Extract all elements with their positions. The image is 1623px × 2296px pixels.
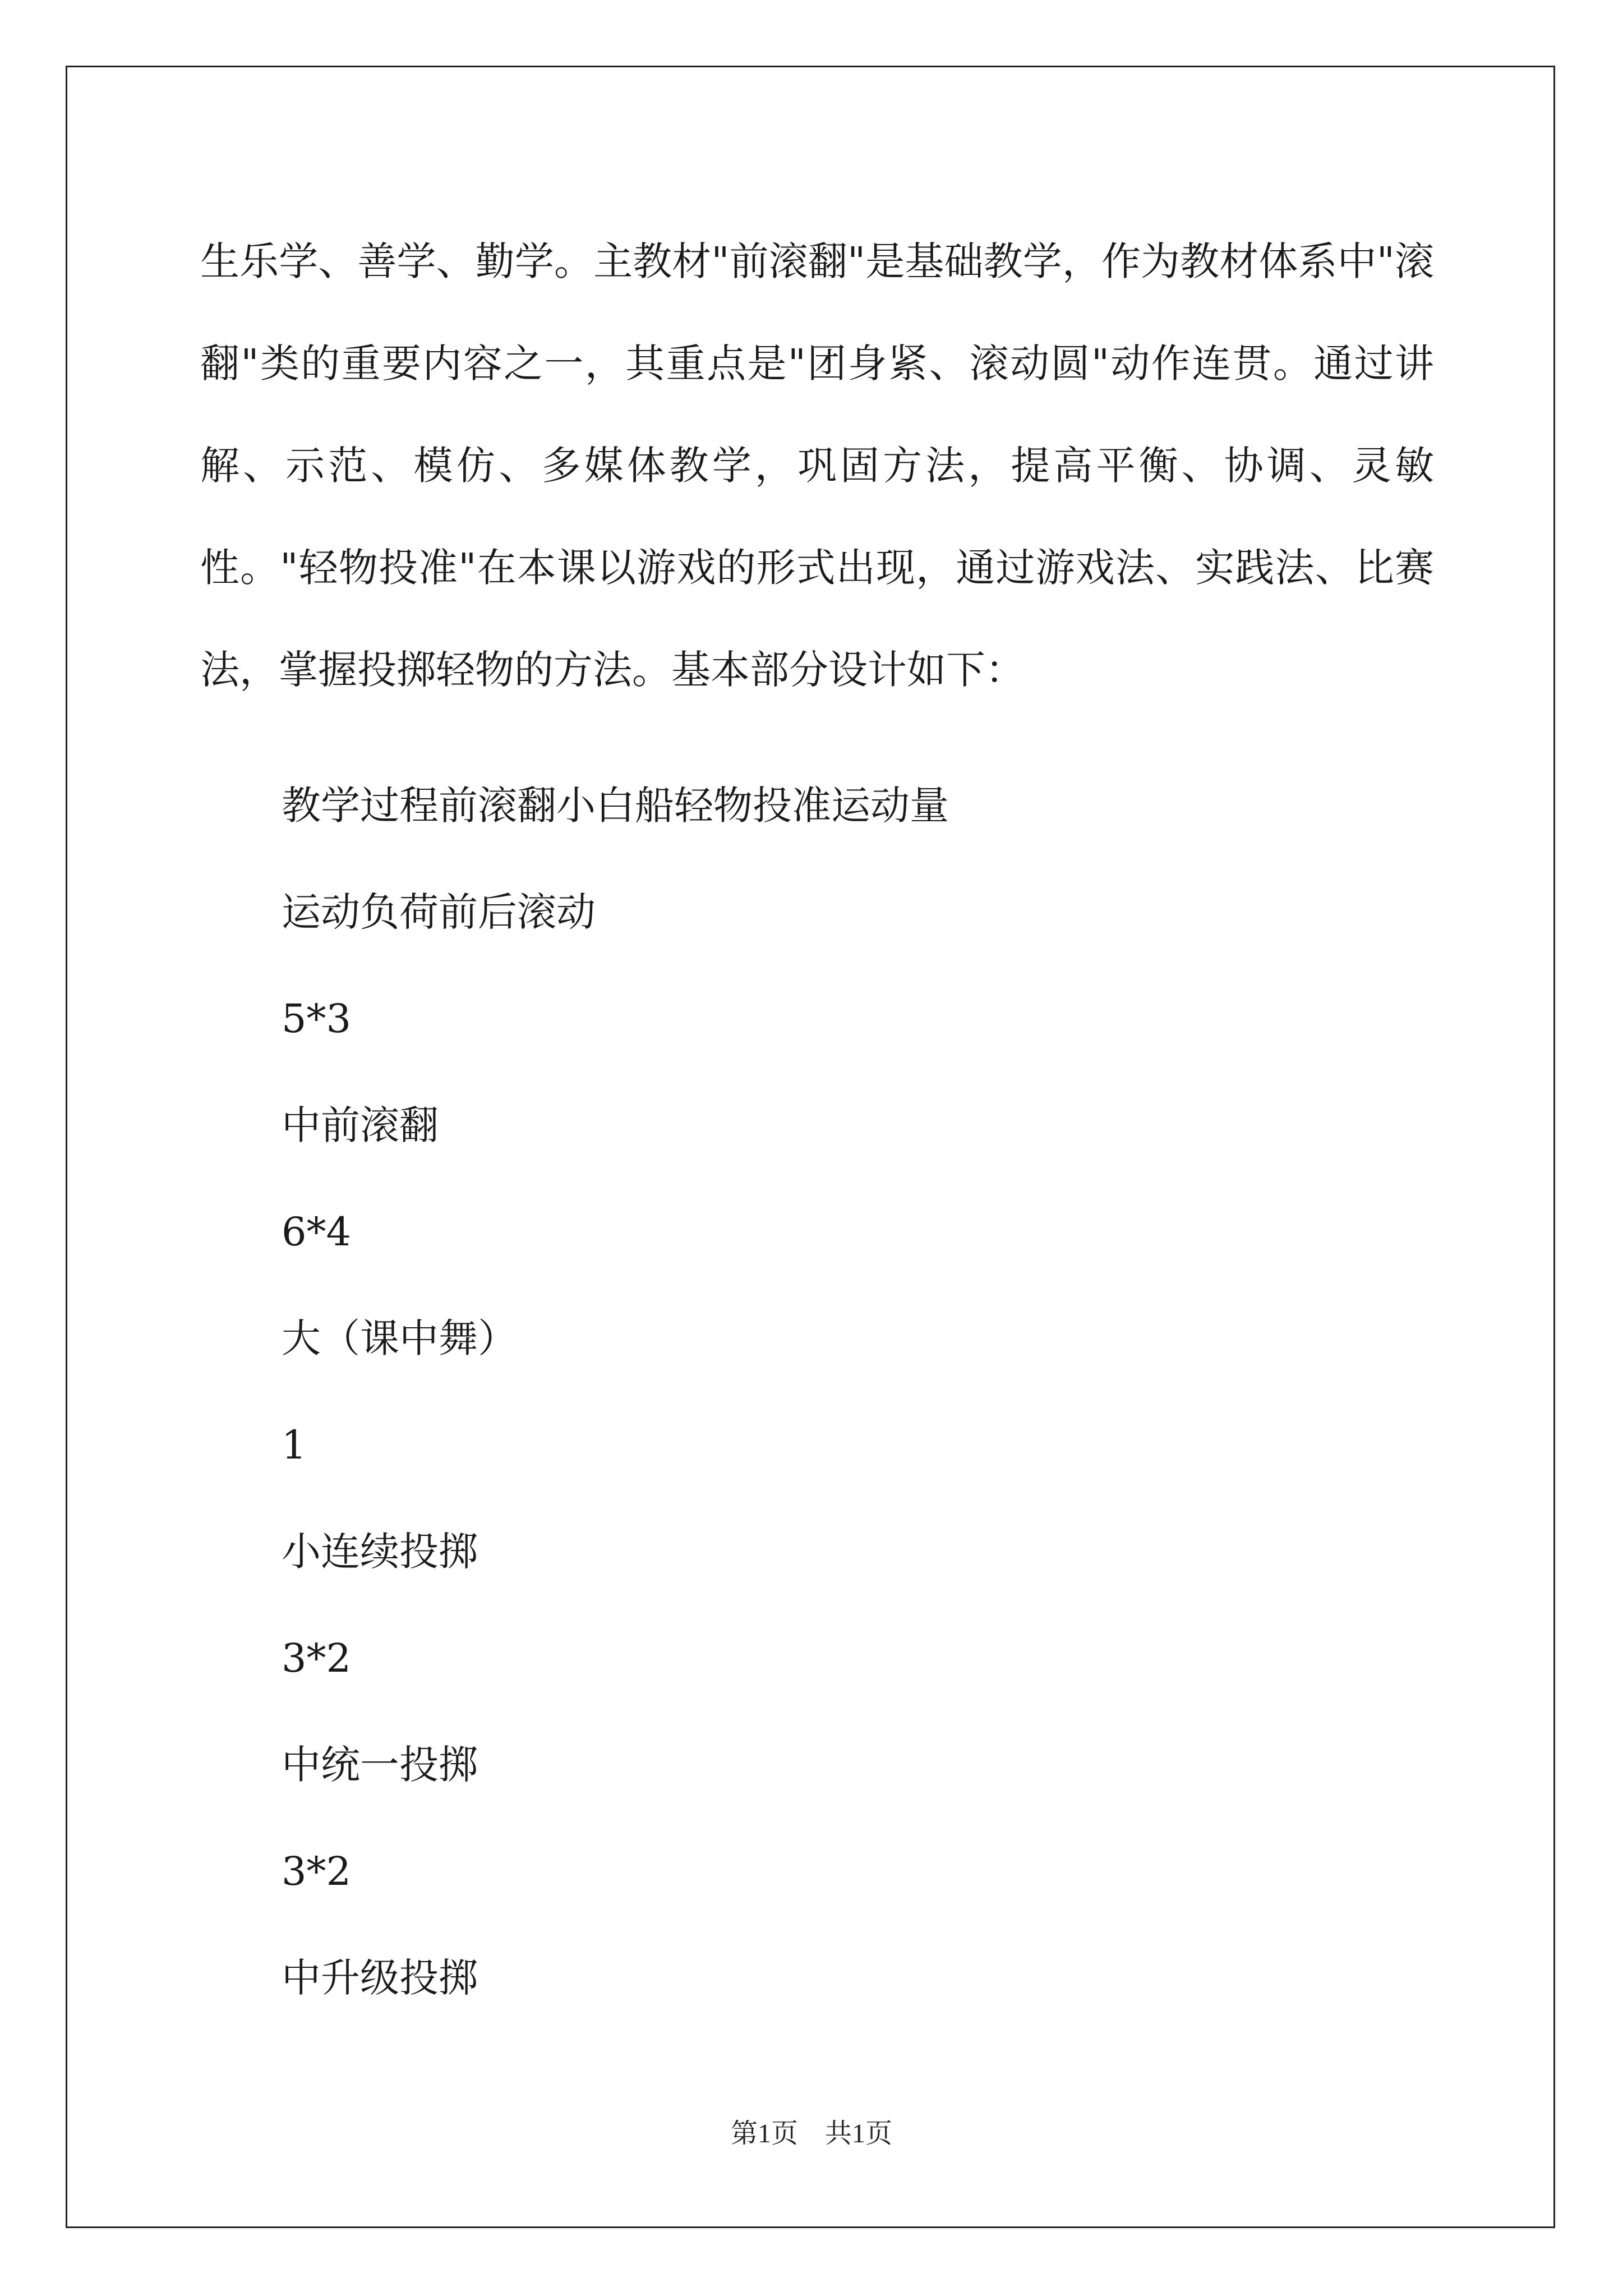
design-line: 6*4	[282, 1209, 352, 1255]
design-line: 中前滚翻	[282, 1102, 439, 1148]
design-line: 3*2	[282, 1635, 352, 1681]
design-line: 中升级投掷	[282, 1955, 478, 2001]
design-line: 大（课中舞）	[282, 1315, 517, 1361]
design-line: 小连续投掷	[282, 1529, 478, 1575]
design-line: 教学过程前滚翻小白船轻物投准运动量	[282, 783, 949, 829]
design-line: 中统一投掷	[282, 1742, 478, 1788]
design-line: 5*3	[282, 996, 352, 1042]
design-line: 1	[282, 1422, 307, 1468]
page-footer: 第1页 共1页	[730, 2119, 892, 2148]
design-line: 3*2	[282, 1848, 352, 1894]
document-body	[200, 210, 1434, 2065]
design-line: 运动负荷前后滚动	[282, 889, 596, 935]
intro-paragraph: 生乐学、善学、勤学。主教材"前滚翻"是基础教学，作为教材体系中"滚翻"类的重要内容之一，其重点是"团身紧、滚动圆"动作连贯。通过讲解、示范、模仿、多媒体教学，巩固方法，提高平衡、协调、灵敏性。"轻物投准"在本课以游戏的形式出现，通过游戏法、实践法、比赛法，掌握投掷轻物的方法。基本部分设计如下：	[200, 238, 1434, 693]
